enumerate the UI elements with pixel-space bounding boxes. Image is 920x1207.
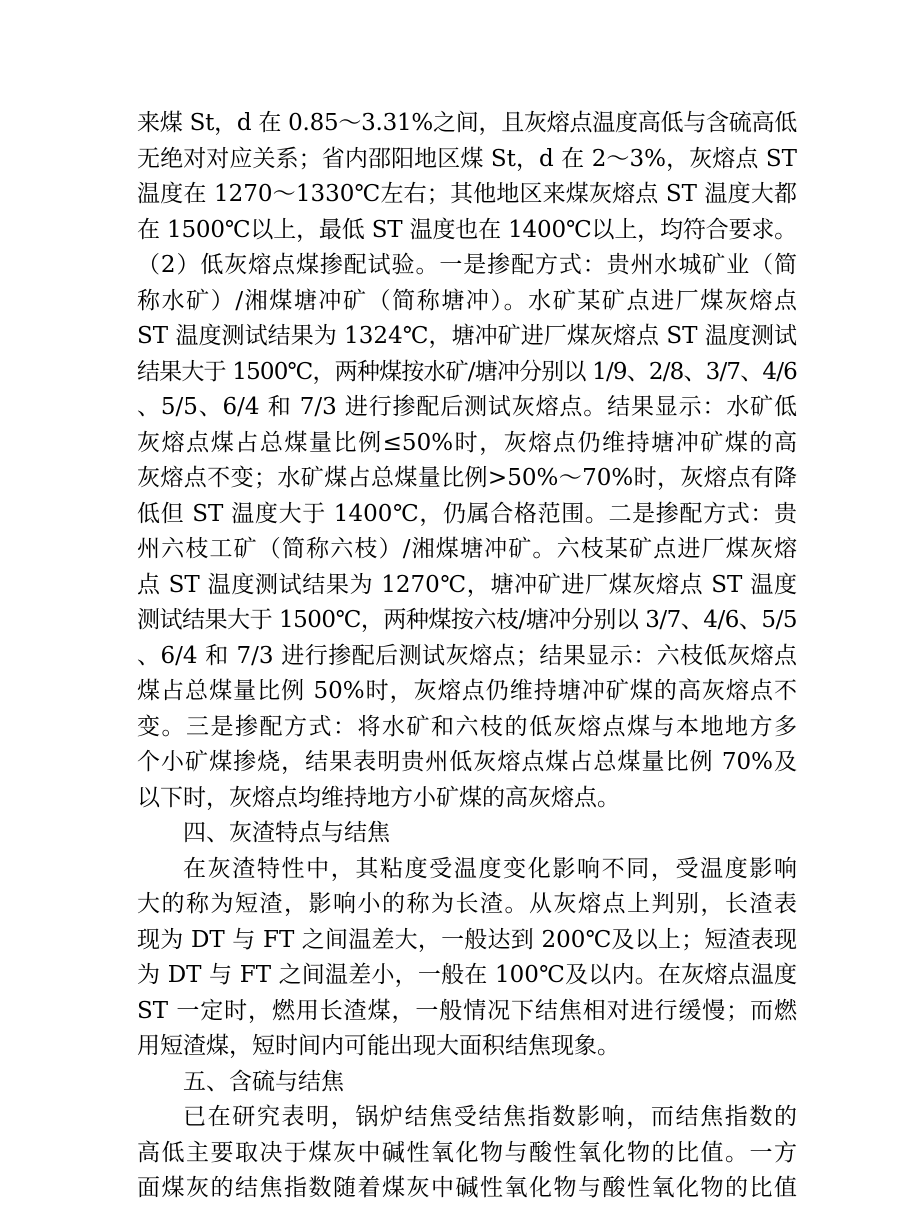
- text-line: 低但 ST 温度大于 1400℃，仍属合格范围。二是掺配方式：贵: [137, 500, 797, 527]
- section-heading: 五、含硫与结焦: [183, 1068, 344, 1095]
- text-line: 煤占总煤量比例 50%时，灰熔点仍维持塘冲矿煤的高灰熔点不: [137, 678, 797, 704]
- body-text: [137, 106, 797, 1207]
- text-line: 现为 DT 与 FT 之间温差大，一般达到 200℃及以上；短渣表现: [137, 926, 797, 953]
- text-line: 灰熔点不变；水矿煤占总煤量比例>50%～70%时，灰熔点有降: [137, 465, 797, 491]
- text-line: 在灰渣特性中，其粘度受温度变化影响不同，受温度影响: [183, 855, 797, 882]
- text-line: 称水矿）/湘煤塘冲矿（简称塘冲）。水矿某矿点进厂煤灰熔点: [137, 287, 797, 314]
- text-line: 、5/5、6/4 和 7/3 进行掺配后测试灰熔点。结果显示：水矿低: [137, 394, 797, 420]
- text-line: ST 温度测试结果为 1324℃，塘冲矿进厂煤灰熔点 ST 温度测试: [137, 323, 797, 349]
- text-line: 以下时，灰熔点均维持地方小矿煤的高灰熔点。: [137, 784, 620, 811]
- text-line: 已在研究表明，锅炉结焦受结焦指数影响，而结焦指数的: [183, 1104, 797, 1130]
- text-line: 灰熔点煤占总煤量比例≤50%时，灰熔点仍维持塘冲矿煤的高: [137, 429, 797, 456]
- text-line: 面煤灰的结焦指数随着煤灰中碱性氧化物与酸性氧化物的比值: [137, 1175, 797, 1201]
- text-line: 结果大于 1500℃，两种煤按水矿/塘冲分别以 1/9、2/8、3/7、4/6: [137, 358, 797, 385]
- text-line: 州六枝工矿（简称六枝）/湘煤塘冲矿。六枝某矿点进厂煤灰熔: [137, 536, 797, 562]
- text-line: 个小矿煤掺烧，结果表明贵州低灰熔点煤占总煤量比例 70%及: [137, 749, 797, 775]
- section-heading: 四、灰渣特点与结焦: [183, 820, 390, 846]
- text-line: 为 DT 与 FT 之间温差小，一般在 100℃及以内。在灰熔点温度: [137, 962, 797, 988]
- text-line: 高低主要取决于煤灰中碱性氧化物与酸性氧化物的比值。一方: [137, 1139, 797, 1166]
- text-line: 、6/4 和 7/3 进行掺配后测试灰熔点；结果显示：六枝低灰熔点: [137, 642, 797, 669]
- text-line: 大的称为短渣，影响小的称为长渣。从灰熔点上判别，长渣表: [137, 891, 797, 917]
- text-line: 点 ST 温度测试结果为 1270℃，塘冲矿进厂煤灰熔点 ST 温度: [137, 571, 797, 598]
- text-line: ST 一定时，燃用长渣煤，一般情况下结焦相对进行缓慢；而燃: [137, 997, 797, 1024]
- text-line: 来煤 St，d 在 0.85～3.31%之间，且灰熔点温度高低与含硫高低: [137, 110, 797, 136]
- text-line: （2）低灰熔点煤掺配试验。一是掺配方式：贵州水城矿业（简: [137, 252, 797, 278]
- text-line: 温度在 1270～1330℃左右；其他地区来煤灰熔点 ST 温度大都: [137, 181, 797, 207]
- text-line: 无绝对对应关系；省内邵阳地区煤 St，d 在 2～3%，灰熔点 ST: [137, 145, 797, 172]
- text-line: 用短渣煤，短时间内可能出现大面积结焦现象。: [137, 1033, 620, 1059]
- text-line: 变。三是掺配方式：将水矿和六枝的低灰熔点煤与本地地方多: [137, 713, 797, 740]
- text-line: 测试结果大于 1500℃，两种煤按六枝/塘冲分别以 3/7、4/6、5/5: [137, 607, 797, 633]
- text-line: 在 1500℃以上，最低 ST 温度也在 1400℃以上，均符合要求。: [137, 216, 797, 243]
